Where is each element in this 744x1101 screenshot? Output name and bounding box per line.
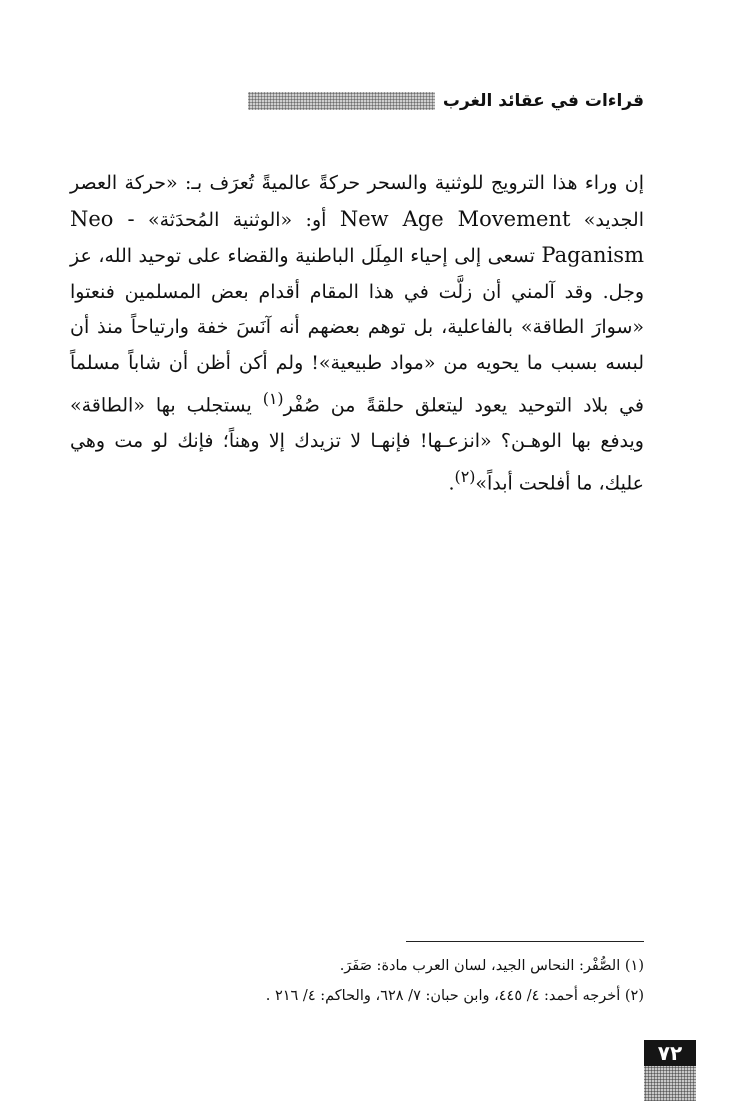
header-title: قراءات في عقائد الغرب bbox=[435, 88, 644, 114]
page-number: ٧٢ bbox=[644, 1040, 696, 1066]
paragraph-end-period: . bbox=[448, 472, 455, 495]
page-number-decorative-pattern bbox=[644, 1066, 696, 1101]
footnote-2: (٢) أخرجه أحمد: ٤/ ٤٤٥، وابن حبان: ٧/ ٦٢٨، والحاكم: ٤/ ٢١٦ . bbox=[265, 988, 644, 1004]
body-paragraph bbox=[70, 166, 644, 502]
footnote-ref-2: (٢) bbox=[454, 467, 476, 487]
main-text bbox=[70, 166, 644, 502]
footnote-separator bbox=[406, 941, 644, 942]
paragraph-text-part-2: أو: «الوثنية المُحدَثة» bbox=[147, 208, 327, 231]
latin-term-neo-paganism: Neo - Paganism bbox=[70, 206, 644, 267]
running-header bbox=[70, 88, 644, 114]
paragraph-text-part-1: إن وراء هذا الترويج للوثنية والسحر حركةً عالميةً تُعرَف بـ: «حركة العصر الجديد» bbox=[70, 172, 644, 231]
latin-term-new-age-movement: New Age Movement bbox=[339, 206, 571, 231]
footnotes bbox=[70, 951, 644, 1011]
footnote-ref-1: (١) bbox=[262, 389, 284, 408]
paragraph-text-part-3: تسعى إلى إحياء المِلَل الباطنية والقضاء على توحيد الله، عز وجل. وقد آلمني أن زلَّت في هذا المقام أقدام بعض المسلمين فنعتوا «سوارَ الطاقة» بالفاعلية، بل توهم بعضهم أنه آنَسَ خفة وارتياحاً منذ أن لبسه بسبب ما يحويه من «مواد طبيعية»! ولم أكن أظن أن شاباً مسلماً في بلاد التوحيد يعود ليتعلق حلقةً من صُفْر bbox=[70, 245, 644, 417]
paragraph-text-part-4: يستجلب بها «الطاقة» ويدفع بها الوهـن؟ «انزعـها! فإنهـا لا تزيدك إلا وهناً؛ فإنك لو مت وهي عليك، ما أفلحت أبداً» bbox=[70, 394, 644, 495]
footnote-1: (١) الصُّفْر: النحاس الجيد، لسان العرب مادة: صَفَرَ. bbox=[339, 958, 644, 974]
